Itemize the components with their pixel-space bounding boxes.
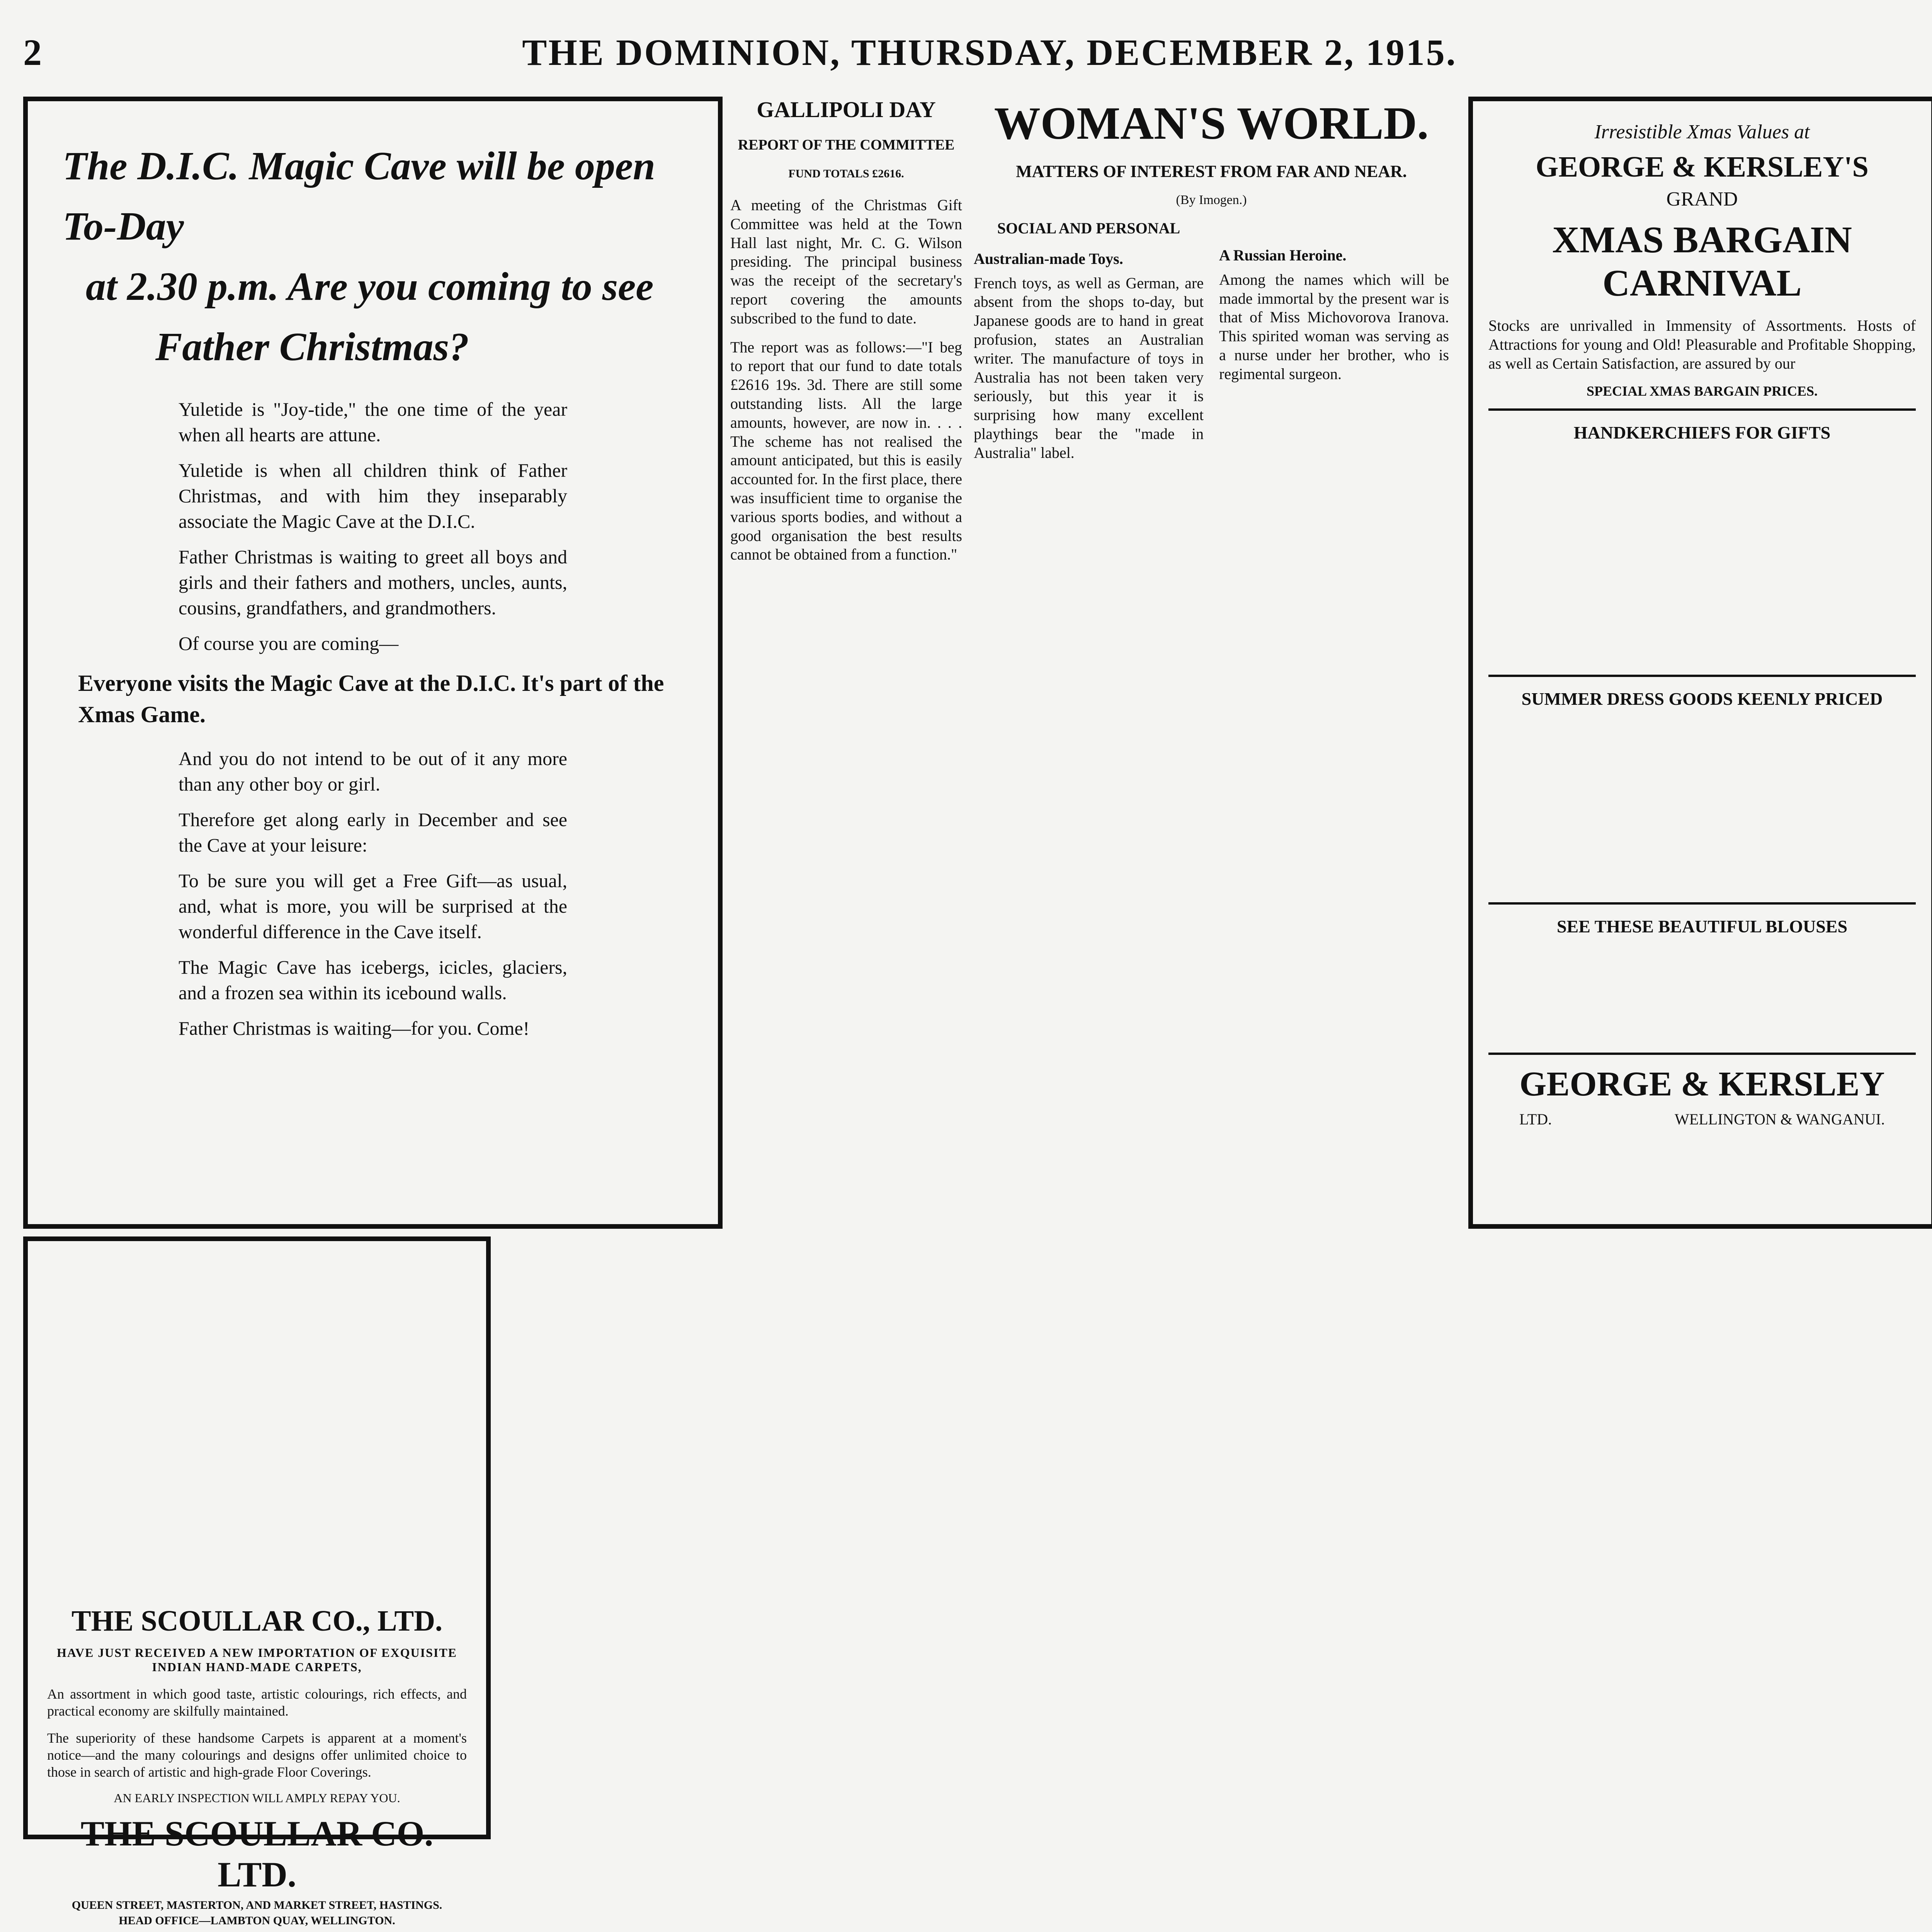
gk-firm: GEORGE & KERSLEY'S [1536,151,1869,183]
dic-heading-line-2: at 2.30 p.m. Are you coming to see [86,264,654,309]
womans-world-paragraph: French toys, as well as German, are absent from the shops to-day, but Japanese goods are to hand in great profusion, states an Australian writer. The manufacture of toys in Australia has not been taken very seriously, but this year it is surprising how many excellent playthings bear the "made in Australia" label. [974,274,1204,461]
scoullar-heading: THE SCOULLAR CO., LTD. [71,1605,443,1637]
gk-section-handkerchiefs: HANDKERCHIEFS FOR GIFTS [1573,423,1831,443]
dic-body-2 [63,746,683,1041]
dic-heading-line-3: Father Christmas? [155,325,469,369]
gk-section-blouses: SEE THESE BEAUTIFUL BLOUSES [1556,917,1848,937]
gallipoli-paragraph: A meeting of the Christmas Gift Committee was held at the Town Hall last night, Mr. C. G. Wilson presiding. The principal business was the receipt of the secretary's report covering the amounts subscribed to the fund to date. [730,196,962,327]
gallipoli-paragraph: The report was as follows:—"I beg to report that our fund to date totals £2616 19s. 3d. There are still some outstanding lists. All the large amounts, however, are now in. . . . The scheme has not realised the amount anticipated, but this is easily accounted for. In the first place, there was insufficient time to organise the various sports bodies, and without a good organisation the best results cannot be obtained from a function." [730,338,962,563]
womans-world-subhead: MATTERS OF INTEREST FROM FAR AND NEAR. [1016,162,1407,181]
gk-footer-firm: GEORGE & KERSLEY [1519,1065,1885,1104]
scoullar-sub: HAVE JUST RECEIVED A NEW IMPORTATION OF EXQUISITE INDIAN HAND-MADE CARPETS, [56,1646,457,1674]
page-number: 2 [23,31,43,73]
gk-grand: GRAND [1666,188,1738,210]
gallipoli-head: GALLIPOLI DAY [757,97,936,122]
dic-paragraph: Father Christmas is waiting—for you. Come! [179,1017,530,1039]
gk-footer-towns: WELLINGTON & WANGANUI. [1675,1111,1885,1128]
dic-paragraph: Of course you are coming— [179,633,399,654]
masthead [23,23,1932,81]
gk-prices-line: SPECIAL XMAS BARGAIN PRICES. [1586,383,1818,399]
dic-paragraph: Father Christmas is waiting to greet all boys and girls and their fathers and mothers, uncles, aunts, cousins, grandfathers, and grandmothers. [179,546,567,619]
womans-world-column [970,97,1453,1229]
scoullar-firm: THE SCOULLAR CO. LTD. [80,1813,434,1894]
dic-heading-line-1: The D.I.C. Magic Cave will be open To-Day [63,144,655,248]
dic-body [63,396,683,656]
item-head: Australian-made Toys. [974,250,1123,267]
scoullar-address: QUEEN STREET, MASTERTON, AND MARKET STREET, HASTINGS. [71,1898,442,1912]
gk-blurb: Stocks are unrivalled in Immensity of Assortments. Hosts of Attractions for young and Old! Pleasurable and Profitable Shopping, as well as Certain Satisfaction, are assured by our [1488,317,1916,372]
george-kersley-ad [1468,97,1932,1229]
masthead-title: THE DOMINION, THURSDAY, DECEMBER 2, 1915. [522,31,1457,73]
womans-world-masthead: WOMAN'S WORLD. [994,97,1429,149]
gk-section-dress-goods: SUMMER DRESS GOODS KEENLY PRICED [1521,689,1883,709]
dic-paragraph: Yuletide is "Joy-tide," the one time of the year when all hearts are attune. [179,398,567,446]
scoullar-head-office: HEAD OFFICE—LAMBTON QUAY, WELLINGTON. [119,1914,395,1927]
dic-magic-cave-ad [23,97,723,1229]
dic-paragraph: Yuletide is when all children think of Father Christmas, and with him they inseparably associate the Magic Cave at the D.I.C. [179,459,567,532]
gk-intro: Irresistible Xmas Values at [1594,121,1810,143]
gallipoli-fund-line: FUND TOTALS £2616. [788,167,904,180]
scoullar-body-2: The superiority of these handsome Carpets is apparent at a moment's notice—and the many colourings and designs offer unlimited choice to those in search of artistic and high-grade Floor Coverings. [47,1730,467,1780]
section-head: SOCIAL AND PERSONAL [997,219,1180,237]
womans-world-byline: (By Imogen.) [1176,193,1247,207]
gk-footer-ltd: LTD. [1519,1111,1552,1128]
scoullar-invite: AN EARLY INSPECTION WILL AMPLY REPAY YOU. [114,1791,400,1805]
scoullar-body: An assortment in which good taste, artistic colourings, rich effects, and practical economy are skilfully maintained. [47,1686,467,1719]
dic-heading [63,136,683,377]
dic-paragraph: To be sure you will get a Free Gift—as usual, and, what is more, you will be surprised at the wonderful difference in the Cave itself. [179,870,567,942]
dic-paragraph: And you do not intend to be out of it any more than any other boy or girl. [179,748,567,795]
gallipoli-column [726,97,966,1229]
gallipoli-subhead: REPORT OF THE COMMITTEE [738,137,955,153]
dic-paragraph: Therefore get along early in December and see the Cave at your leisure: [179,809,567,856]
item-head: A Russian Heroine. [1219,247,1347,264]
scoullar-ad [23,1236,491,1927]
gk-carnival: XMAS BARGAIN CARNIVAL [1552,219,1852,304]
womans-world-paragraph: Among the names which will be made immortal by the present war is that of Miss Michovorova Iranova. This spirited woman was serving as a nurse under her brother, who is regimental surgeon. [1219,270,1449,383]
dic-tagline: Everyone visits the Magic Cave at the D.I.C. It's part of the Xmas Game. [78,670,664,727]
dic-paragraph: The Magic Cave has icebergs, icicles, glaciers, and a frozen sea within its icebound walls. [179,956,567,1003]
